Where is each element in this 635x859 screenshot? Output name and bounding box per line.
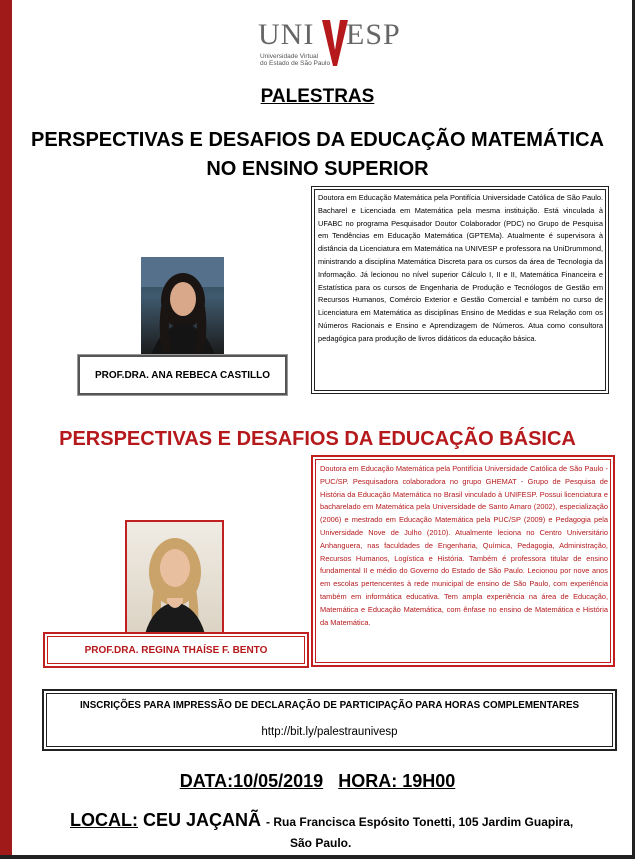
talk1-title-line1: PERSPECTIVAS E DESAFIOS DA EDUCAÇÃO MATEMÁTICA [31, 129, 604, 151]
speaker1-name: PROF.DRA. ANA REBECA CASTILLO [78, 355, 287, 395]
talk2-title: PERSPECTIVAS E DESAFIOS DA EDUCAÇÃO BÁSICA [59, 428, 576, 450]
section-label: PALESTRAS [260, 86, 375, 107]
location [70, 810, 573, 831]
registration-text: INSCRIÇÕES PARA IMPRESSÃO DE DECLARAÇÃO DE PARTICIPAÇÃO PARA HORAS COMPLEMENTARES [79, 700, 580, 711]
logo-word-left: UNI [258, 18, 315, 51]
logo-subtitle-line1: Universidade Virtual [260, 53, 319, 60]
speaker1-portrait [141, 257, 224, 355]
speaker2-photo [125, 520, 224, 636]
speaker1-photo [141, 257, 224, 355]
location-venue: CEU JAÇANÃ [143, 810, 262, 830]
event-time: HORA: 19H00 [338, 771, 456, 791]
location-address: - Rua Francisca Espósito Tonetti, 105 Jardim Guapira, [266, 815, 574, 829]
date-time [0, 771, 635, 792]
registration-box [42, 689, 617, 751]
speaker2-bio: Doutora em Educação Matemática pela Pontifícia Universidade Católica de São Paulo - PUC/SP. Pesquisadora colaboradora no grupo GHEMAT - Grupo de Pesquisa de História da Educação Matemática no Brasil vinculado à UNIFESP. Possui licenciatura e bacharelado em Matemática pela Universidade de Santo Amaro (2002), especialização (2006) e mestrado em Educação Matemática pela PUC/SP (2009) e Pedagogia pela Universidade Nove de Julho (2010). Atualmente leciona no Centro Universitário Anhanguera, nas faculdades de Engenharia, Química, Pedagogia, Administração, Recursos Humanos, Logística e História. Também é professora titular de ensino fundamental II e médio do Governo do Estado de São Paulo. Lecionou por nove anos em escolas pertencentes à rede municipal de ensino de São Paulo, com experiência também em informática educativa. Tem ampla experiência na área de Educação, Matemática e Educação Matemática, com ênfase no ensino de Matemática e História da Matemática. [311, 455, 615, 667]
univesp-logo [258, 18, 418, 70]
speaker2-portrait [127, 522, 222, 634]
registration-link[interactable]: http://bit.ly/palestraunivesp [261, 726, 398, 738]
location-label: LOCAL: [70, 810, 138, 830]
talk1-title-line2: NO ENSINO SUPERIOR [206, 158, 429, 180]
location-city: São Paulo. [290, 836, 352, 850]
logo-subtitle [260, 53, 340, 67]
talk1-title [0, 126, 635, 184]
speaker2-name: PROF.DRA. REGINA THAÍSE F. BENTO [43, 632, 309, 668]
logo-subtitle-line2: do Estado de São Paulo [260, 60, 331, 67]
bottom-border [0, 855, 635, 859]
event-date: DATA:10/05/2019 [179, 771, 324, 791]
logo-word-right: ESP [346, 18, 401, 51]
speaker1-bio: Doutora em Educação Matemática pela Pontifícia Universidade Católica de São Paulo. Bacharel e Licenciada em Matemática pela mesma instituição. Está vinculada à UFABC no programa Pesquisador Doutor Colaborador (PDC) no Grupo de Pesquisa em Tendências em Educação Matemática (GPTEMa). Atualmente é supervisora à distância da Licenciatura em Matemática na UNIVESP e professora na UniDrummond, ministrando a disciplina Matemática Discreta para os cursos da área de Tecnologia da Informação. Já lecionou no nível superior Cálculo I, II e II, Matemática Financeira e Estatística para os cursos de Engenharia de Produção e Tecnólogos de Gestão em Recursos Humanos, Comércio Exterior e Gestão Comercial e também no curso de Licenciatura em Matemática as disciplinas Ensino de Medidas e sua Relação com os Números Racionais e Ensino e Aprendizagem de Números. Atua como consultora pedagógica para produção de livros didáticos da educação básica. [311, 186, 609, 394]
